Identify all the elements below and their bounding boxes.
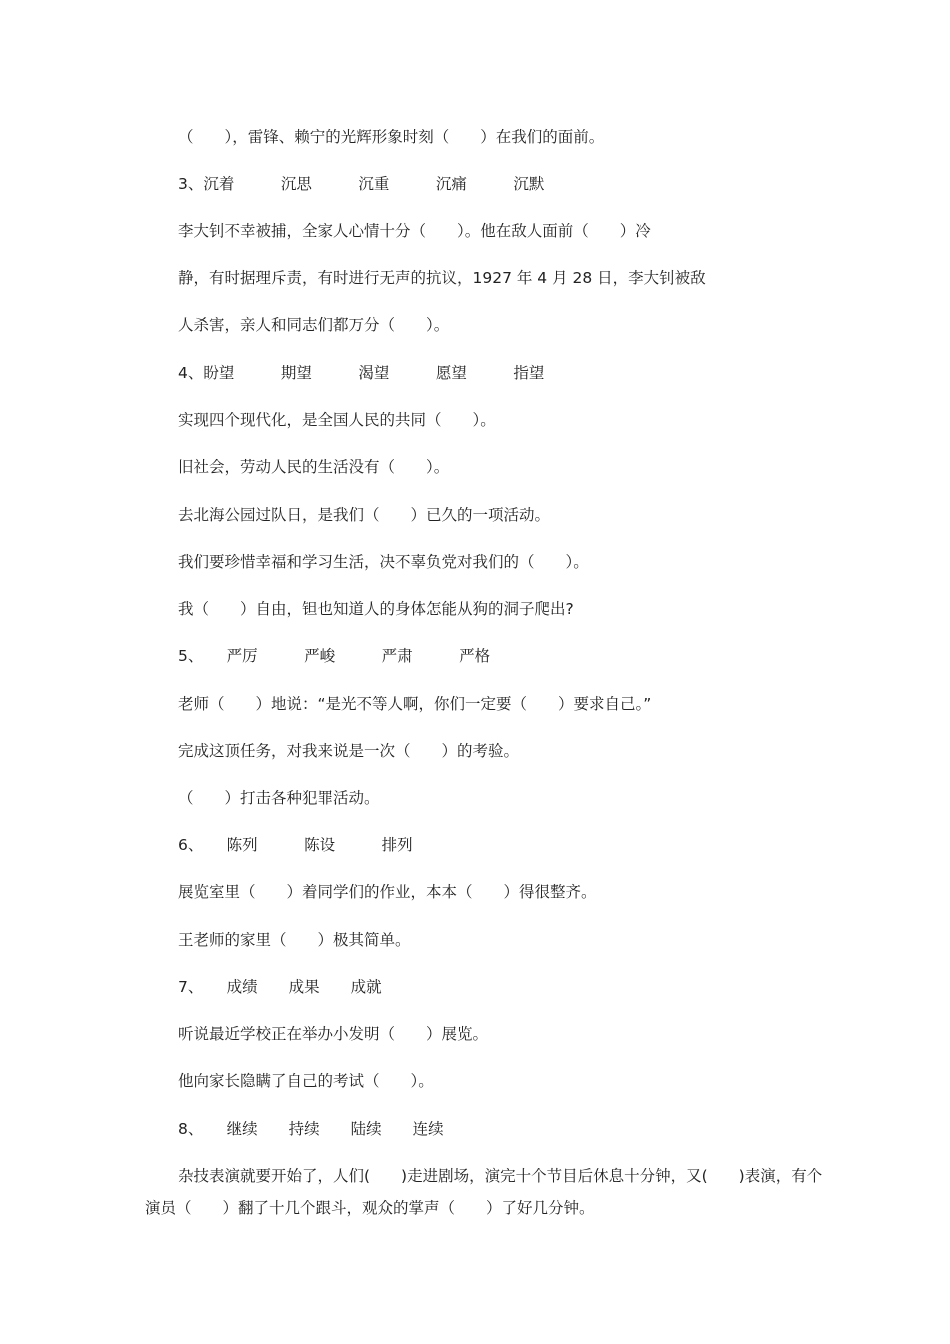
text-line-14: 完成这顶任务，对我来说是一次（ ）的考验。 [178, 742, 520, 760]
text-line-7: 实现四个现代化，是全国人民的共同（ ）。 [178, 411, 496, 429]
text-line-17: 展览室里（ ）着同学们的作业，本本（ ）得很整齐。 [178, 883, 597, 901]
question-8-options: 8、 继续 持续 陆续 连续 [178, 1120, 444, 1138]
final-paragraph: 杂技表演就要开始了，人们( )走进剧场，演完十个节目后休息十分钟，又( )表演，有个演员（ ）翻了十几个跟斗，观众的掌声（ ）了好几分钟。 [145, 1167, 823, 1217]
text-line-3: 李大钊不幸被捕，全家人心情十分（ ）。他在敌人面前（ ）冷 [178, 222, 651, 240]
text-line-21: 他向家长隐瞒了自己的考试（ ）。 [178, 1072, 434, 1090]
text-line-4: 静，有时据理斥责，有时进行无声的抗议，1927 年 4 月 28 日，李大钊被敌 [178, 269, 706, 287]
text-line-10: 我们要珍惜幸福和学习生活，决不辜负党对我们的（ ）。 [178, 553, 589, 571]
text-line-1: （ ），雷锋、赖宁的光辉形象时刻（ ）在我们的面前。 [178, 128, 605, 146]
question-4-options: 4、盼望 期望 渴望 愿望 指望 [178, 364, 545, 382]
text-line-15: （ ）打击各种犯罪活动。 [178, 789, 380, 807]
text-line-20: 听说最近学校正在举办小发明（ ）展览。 [178, 1025, 489, 1043]
text-line-13: 老师（ ）地说：“是光不等人啊，你们一定要（ ）要求自己。” [178, 695, 652, 713]
question-3-options: 3、沉着 沉思 沉重 沉痛 沉默 [178, 175, 545, 193]
question-7-options: 7、 成绩 成果 成就 [178, 978, 382, 996]
text-line-11: 我（ ）自由，钽也知道人的身体怎能从狗的洞子爬出? [178, 600, 574, 618]
text-line-9: 去北海公园过队日，是我们（ ）已久的一项活动。 [178, 506, 551, 524]
text-line-18: 王老师的家里（ ）极其简单。 [178, 931, 411, 949]
question-5-options: 5、 严厉 严峻 严肃 严格 [178, 647, 491, 665]
text-line-5: 人杀害，亲人和同志们都万分（ ）。 [178, 316, 450, 334]
question-6-options: 6、 陈列 陈设 排列 [178, 836, 413, 854]
text-line-8: 旧社会，劳动人民的生活没有（ ）。 [178, 458, 450, 476]
